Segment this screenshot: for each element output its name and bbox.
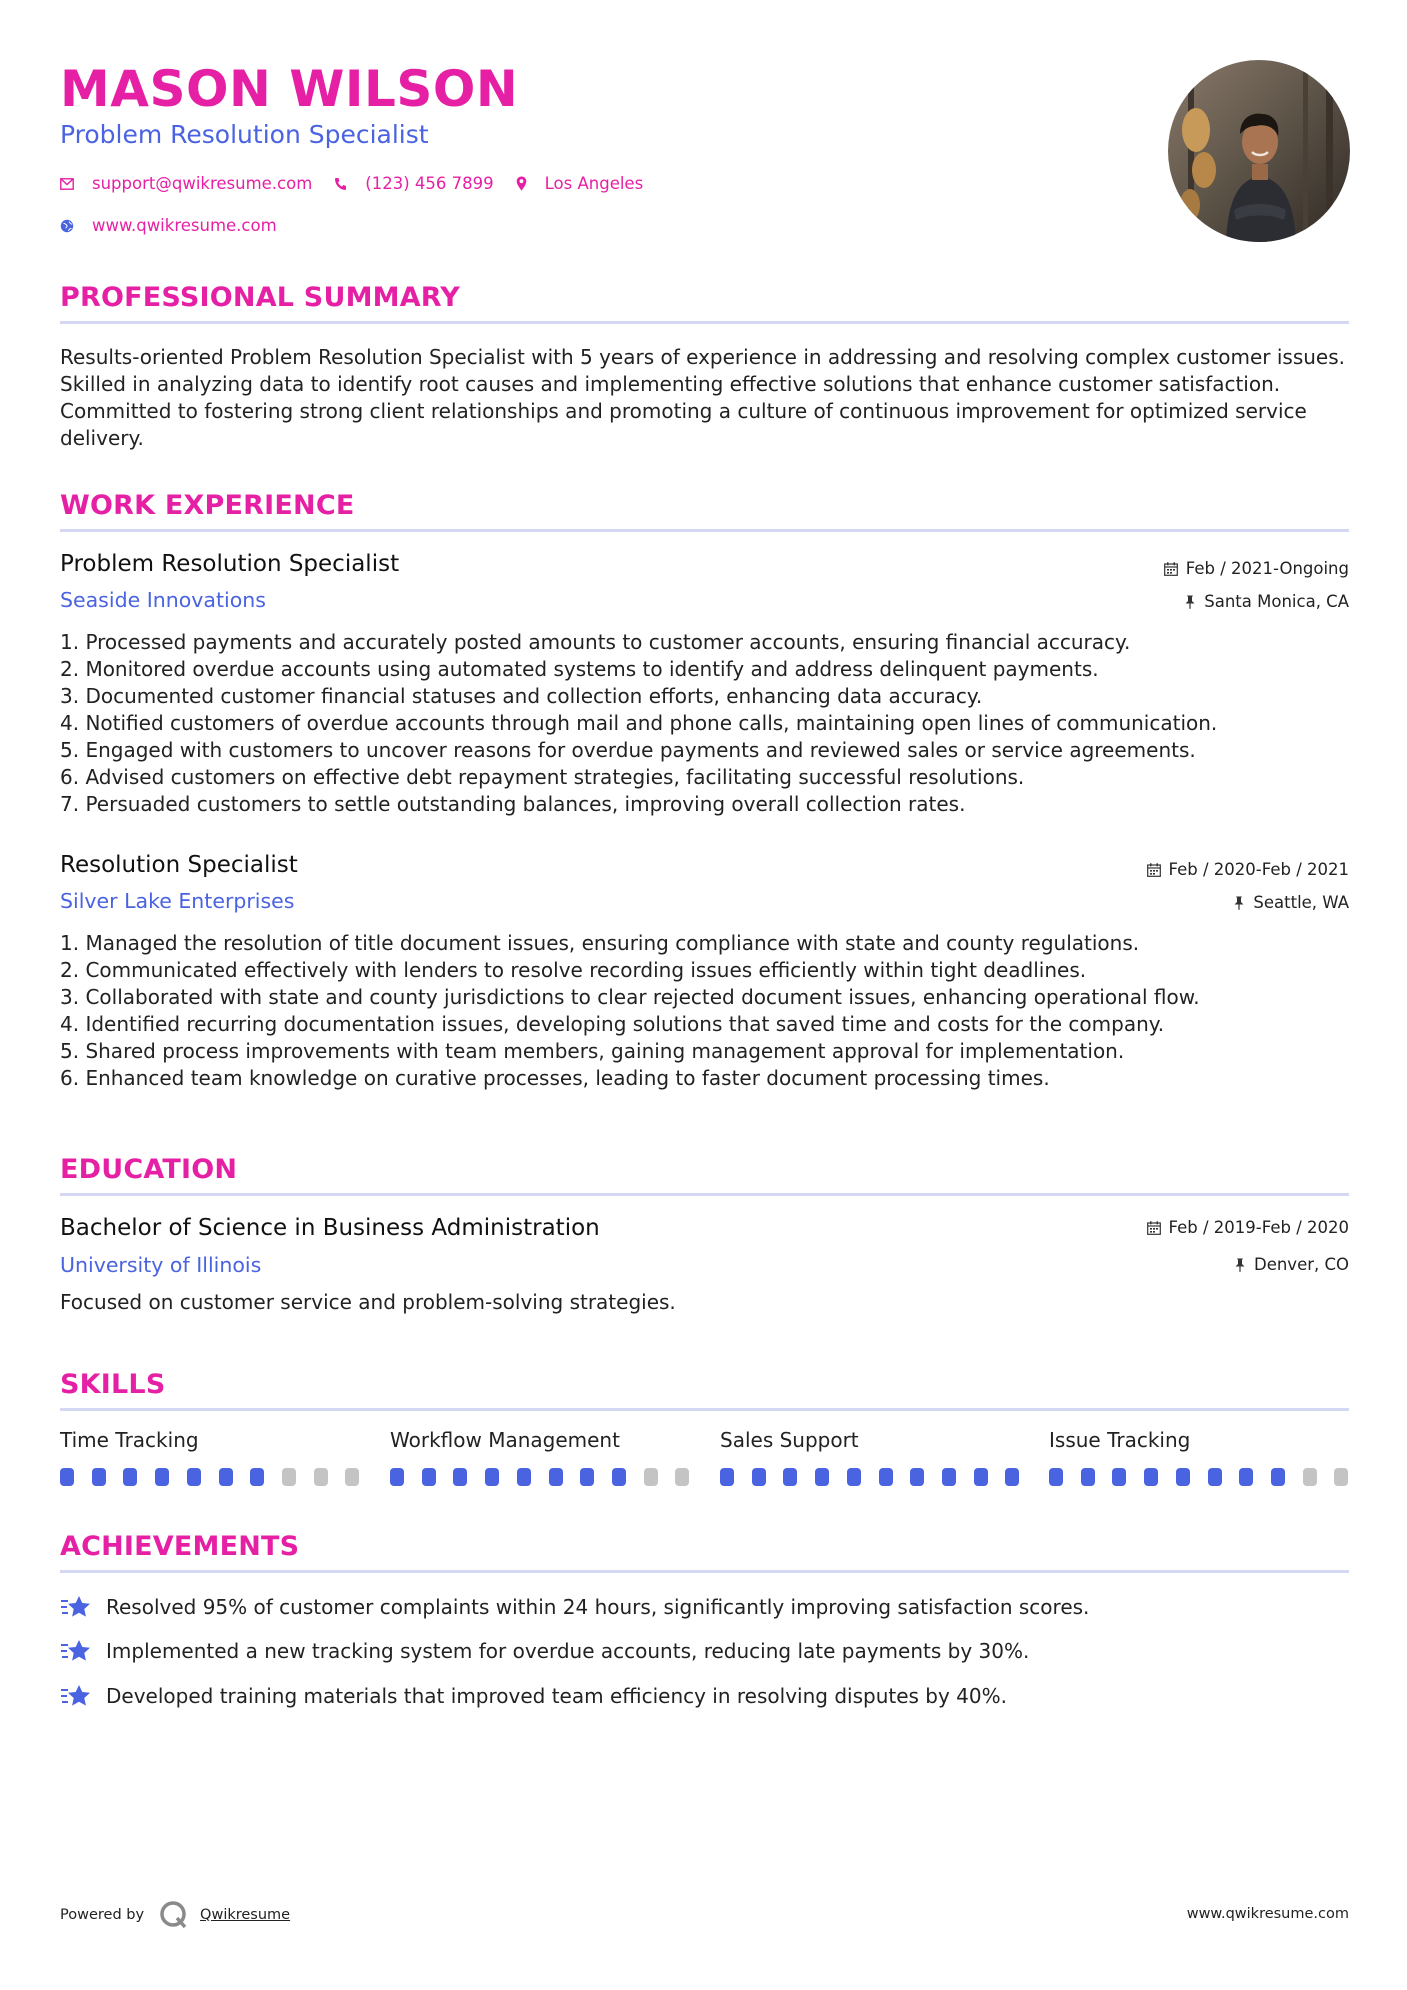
skill-dot [123, 1468, 137, 1486]
achievement-text: Implemented a new tracking system for overdue accounts, reducing late payments by 30%. [106, 1639, 1030, 1663]
calendar-icon [1164, 562, 1178, 576]
skill-dot [1334, 1468, 1348, 1486]
globe-icon [60, 219, 74, 233]
education-location-text: Denver, CO [1253, 1255, 1349, 1274]
skill-dot [752, 1468, 766, 1486]
list-item: 6. Enhanced team knowledge on curative processes, leading to faster document processing times. [60, 1066, 1050, 1090]
pushpin-icon [1234, 1258, 1246, 1272]
skill-dot [1303, 1468, 1317, 1486]
list-item: 7. Persuaded customers to settle outstanding balances, improving overall collection rates. [60, 792, 966, 816]
website-text: www.qwikresume.com [92, 216, 277, 235]
job-dates [1164, 559, 1349, 578]
achievements-heading: ACHIEVEMENTS [60, 1531, 300, 1562]
degree-title: Bachelor of Science in Business Administration [60, 1215, 600, 1241]
list-item: 5. Engaged with customers to uncover reasons for overdue payments and reviewed sales or service agreements. [60, 738, 1196, 762]
summary-text: Results-oriented Problem Resolution Specialist with 5 years of experience in addressing and resolving complex customer issues. Skilled in analyzing data to identify root causes and implementing effective solutions that enhance customer satisfaction. Committed to fostering strong client relationships and promoting a culture of continuous improvement for optimized service delivery. [60, 345, 1345, 450]
footer-website[interactable]: www.qwikresume.com [1186, 1906, 1349, 1922]
skill-name: Issue Tracking [1049, 1428, 1191, 1452]
skill-dot [847, 1468, 861, 1486]
job-title: Resolution Specialist [60, 852, 298, 878]
skill-dot [720, 1468, 734, 1486]
section-divider [60, 1193, 1349, 1196]
list-item: 5. Shared process improvements with team members, gaining management approval for implementation. [60, 1039, 1125, 1063]
pushpin-icon [1233, 896, 1245, 910]
skill-dot [910, 1468, 924, 1486]
calendar-icon [1147, 1221, 1161, 1235]
section-divider [60, 1570, 1349, 1573]
skill-dot [675, 1468, 689, 1486]
achievement-text: Resolved 95% of customer complaints within 24 hours, significantly improving satisfaction scores. [106, 1595, 1090, 1619]
job-location [1184, 592, 1349, 611]
achievement-item [60, 1594, 1089, 1620]
skill-dot [390, 1468, 404, 1486]
job-location [1233, 893, 1349, 912]
experience-heading: WORK EXPERIENCE [60, 490, 355, 521]
skill-dot [517, 1468, 531, 1486]
skill-dot [219, 1468, 233, 1486]
skill-dot [1144, 1468, 1158, 1486]
envelope-icon [60, 178, 74, 190]
phone-icon [334, 177, 347, 191]
skill-dot [644, 1468, 658, 1486]
skill-dot [549, 1468, 563, 1486]
job-company: Silver Lake Enterprises [60, 889, 295, 913]
skill-dot [485, 1468, 499, 1486]
skill-dot [282, 1468, 296, 1486]
skill-dot [92, 1468, 106, 1486]
skill-dot [879, 1468, 893, 1486]
job-company: Seaside Innovations [60, 588, 266, 612]
skill-dot [942, 1468, 956, 1486]
skill-dot [422, 1468, 436, 1486]
list-item: 1. Processed payments and accurately posted amounts to customer accounts, ensuring financial accuracy. [60, 630, 1131, 654]
star-icon [60, 1594, 92, 1620]
skill-name: Sales Support [720, 1428, 859, 1452]
job-bullets [60, 629, 1350, 818]
powered-by-label: Powered by [60, 1907, 145, 1923]
section-divider [60, 1408, 1349, 1411]
skill-dot [453, 1468, 467, 1486]
skill-dot [783, 1468, 797, 1486]
skill-dot [60, 1468, 74, 1486]
skill-dot [1271, 1468, 1285, 1486]
candidate-title: Problem Resolution Specialist [60, 120, 429, 149]
skill-item [1049, 1428, 1349, 1456]
skill-rating [720, 1468, 1020, 1486]
job-location-text: Seattle, WA [1253, 893, 1349, 912]
list-item: 2. Monitored overdue accounts using automated systems to identify and address delinquent payments. [60, 657, 1099, 681]
contact-location [516, 174, 644, 193]
achievement-item [60, 1683, 1007, 1709]
skill-rating [390, 1468, 690, 1486]
candidate-name: MASON WILSON [60, 60, 519, 118]
email-text: support@qwikresume.com [92, 174, 313, 193]
education-dates [1147, 1218, 1349, 1237]
education-heading: EDUCATION [60, 1154, 238, 1185]
skill-dot [187, 1468, 201, 1486]
skill-name: Time Tracking [60, 1428, 199, 1452]
education-description: Focused on customer service and problem-solving strategies. [60, 1290, 676, 1314]
star-icon [60, 1683, 92, 1709]
skill-dot [250, 1468, 264, 1486]
skill-item [720, 1428, 1020, 1456]
calendar-icon [1147, 863, 1161, 877]
achievement-text: Developed training materials that improved team efficiency in resolving disputes by 40%. [106, 1684, 1007, 1708]
skill-dot [1049, 1468, 1063, 1486]
footer-powered-by [60, 1900, 290, 1930]
job-dates [1147, 860, 1349, 879]
contact-website[interactable] [60, 216, 277, 235]
contact-email[interactable] [60, 174, 312, 193]
skill-name: Workflow Management [390, 1428, 620, 1452]
star-icon [60, 1638, 92, 1664]
list-item: 3. Documented customer financial statuses and collection efforts, enhancing data accuracy. [60, 684, 983, 708]
skills-heading: SKILLS [60, 1369, 166, 1400]
list-item: 4. Identified recurring documentation issues, developing solutions that saved time and costs for the company. [60, 1012, 1165, 1036]
section-divider [60, 321, 1349, 324]
job-location-text: Santa Monica, CA [1204, 592, 1349, 611]
job-dates-text: Feb / 2020-Feb / 2021 [1168, 860, 1349, 879]
job-bullets [60, 930, 1350, 1092]
contact-phone[interactable] [334, 174, 493, 193]
skill-dot [1081, 1468, 1095, 1486]
profile-photo [1168, 60, 1350, 242]
list-item: 4. Notified customers of overdue accounts through mail and phone calls, maintaining open lines of communication. [60, 711, 1218, 735]
skill-rating [1049, 1468, 1349, 1486]
pushpin-icon [1184, 595, 1196, 609]
qwikresume-link[interactable]: Qwikresume [200, 1907, 291, 1923]
skill-dot [974, 1468, 988, 1486]
skill-dot [1239, 1468, 1253, 1486]
contact-row [60, 174, 665, 193]
contact-row-website [60, 216, 299, 235]
skill-rating [60, 1468, 360, 1486]
skills-grid [60, 1428, 1350, 1488]
skill-dot [345, 1468, 359, 1486]
list-item: 2. Communicated effectively with lenders to resolve recording issues efficiently within tight deadlines. [60, 958, 1087, 982]
skill-item [390, 1428, 690, 1456]
skill-item [60, 1428, 360, 1456]
skill-dot [314, 1468, 328, 1486]
education-dates-text: Feb / 2019-Feb / 2020 [1168, 1218, 1349, 1237]
summary-heading: PROFESSIONAL SUMMARY [60, 282, 461, 313]
skill-dot [1176, 1468, 1190, 1486]
phone-text: (123) 456 7899 [365, 174, 494, 193]
school-name: University of Illinois [60, 1253, 262, 1277]
qwikresume-logo-icon [158, 1900, 190, 1930]
list-item: 1. Managed the resolution of title document issues, ensuring compliance with state and county regulations. [60, 931, 1140, 955]
skill-dot [580, 1468, 594, 1486]
skill-dot [815, 1468, 829, 1486]
list-item: 6. Advised customers on effective debt repayment strategies, facilitating successful resolutions. [60, 765, 1025, 789]
section-divider [60, 529, 1349, 532]
list-item: 3. Collaborated with state and county jurisdictions to clear rejected document issues, enhancing operational flow. [60, 985, 1200, 1009]
job-dates-text: Feb / 2021-Ongoing [1185, 559, 1349, 578]
skill-dot [612, 1468, 626, 1486]
skill-dot [155, 1468, 169, 1486]
job-title: Problem Resolution Specialist [60, 551, 400, 577]
skill-dot [1208, 1468, 1222, 1486]
achievement-item [60, 1638, 1029, 1664]
education-location [1234, 1255, 1349, 1274]
skill-dot [1112, 1468, 1126, 1486]
location-text: Los Angeles [544, 174, 644, 193]
map-pin-icon [516, 176, 527, 191]
skill-dot [1005, 1468, 1019, 1486]
